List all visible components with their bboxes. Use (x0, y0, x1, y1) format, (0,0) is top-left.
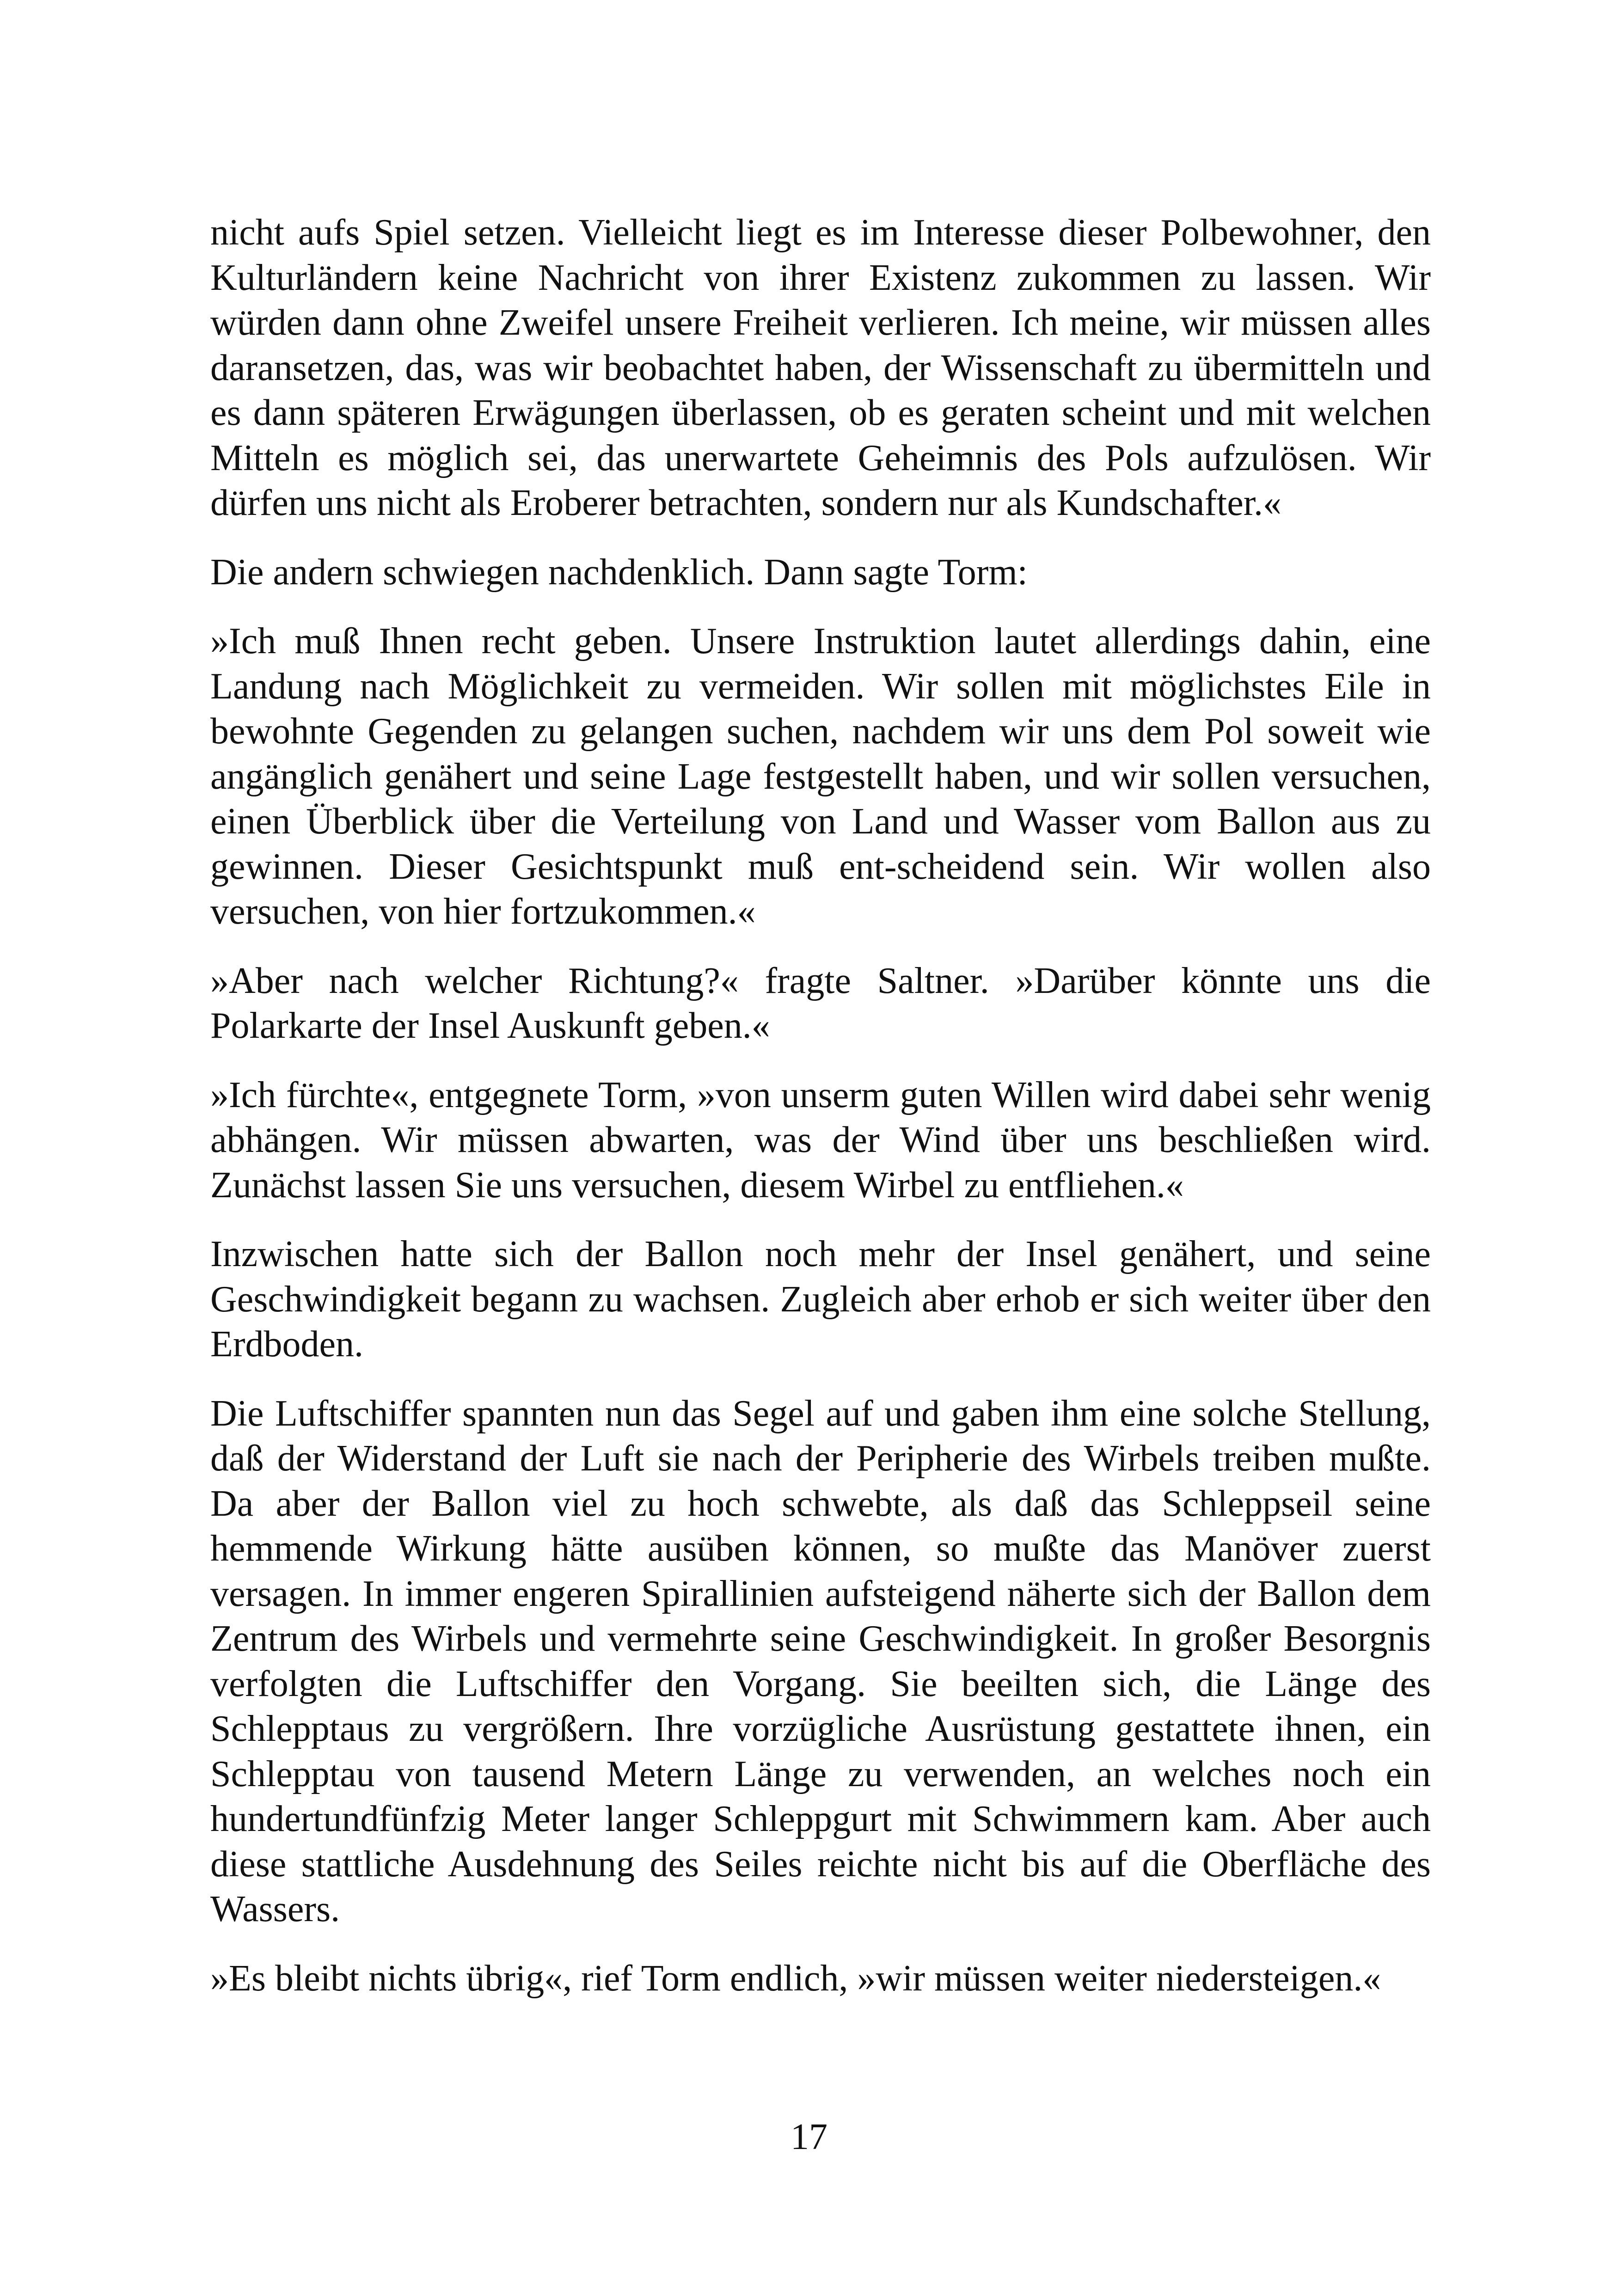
body-text (210, 210, 1431, 2025)
paragraph-2: Die andern schwiegen nachdenklich. Dann sagte Torm: (210, 551, 1028, 593)
paragraph-8: »Es bleibt nichts übrig«, rief Torm endlich, »wir müssen weiter niedersteigen.« (210, 1958, 1381, 1999)
paragraph-3: »Ich muß Ihnen recht geben. Unsere Instruktion lautet allerdings dahin, eine Landung nach Möglichkeit zu vermeiden. Wir sollen mit möglichstes Eile in bewohnte Gegenden zu gelangen suchen, nachdem wir uns dem Pol soweit wie angänglich genähert und seine Lage festgestellt haben, und wir sollen versuchen, einen Überblick über die Verteilung von Land und Wasser vom Ballon aus zu gewinnen. Dieser Gesichtspunkt muß ent-scheidend sein. Wir wollen also versuchen, von hier fortzukommen.« (210, 621, 1431, 932)
paragraph-1: nicht aufs Spiel setzen. Vielleicht liegt es im Interesse dieser Polbewohner, den Kulturländern keine Nachricht von ihrer Existenz zukommen zu lassen. Wir würden dann ohne Zweifel unsere Freiheit verlieren. Ich meine, wir müssen alles daransetzen, das, was wir beobachtet haben, der Wissenschaft zu übermitteln und es dann späteren Erwägungen überlassen, ob es geraten scheint und mit welchen Mitteln es möglich sei, das unerwartete Geheimnis des Pols aufzulösen. Wir dürfen uns nicht als Eroberer betrachten, sondern nur als Kundschafter.« (210, 212, 1431, 523)
paragraph-4: »Aber nach welcher Richtung?« fragte Saltner. »Darüber könnte uns die Polarkarte der Insel Auskunft geben.« (210, 960, 1431, 1046)
paragraph-5: »Ich fürchte«, entgegnete Torm, »von unserm guten Willen wird dabei sehr wenig abhängen. Wir müssen abwarten, was der Wind über uns beschließen wird. Zunächst lassen Sie uns versuchen, diesem Wirbel zu entfliehen.« (210, 1074, 1431, 1206)
paragraph-6: Inzwischen hatte sich der Ballon noch mehr der Insel genähert, und seine Geschwindigkeit begann zu wachsen. Zugleich aber erhob er sich weiter über den Erdboden. (210, 1234, 1431, 1365)
paragraph-7: Die Luftschiffer spannten nun das Segel auf und gaben ihm eine solche Stellung, daß der Widerstand der Luft sie nach der Peripherie des Wirbels treiben mußte. Da aber der Ballon viel zu hoch schwebte, als daß das Schleppseil seine hemmende Wirkung hätte ausüben können, so mußte das Manöver zuerst versagen. In immer engeren Spirallinien aufsteigend näherte sich der Ballon dem Zentrum des Wirbels und vermehrte seine Geschwindigkeit. In großer Besorgnis verfolgten die Luftschiffer den Vorgang. Sie beeilten sich, die Länge des Schlepptaus zu vergrößern. Ihre vorzügliche Ausrüstung gestattete ihnen, ein Schlepptau von tausend Metern Länge zu verwenden, an welches noch ein hundertundfünfzig Meter langer Schleppgurt mit Schwimmern kam. Aber auch diese stattliche Ausdehnung des Seiles reichte nicht bis auf die Oberfläche des Wassers. (210, 1393, 1431, 1929)
page-number: 17 (791, 2117, 827, 2157)
